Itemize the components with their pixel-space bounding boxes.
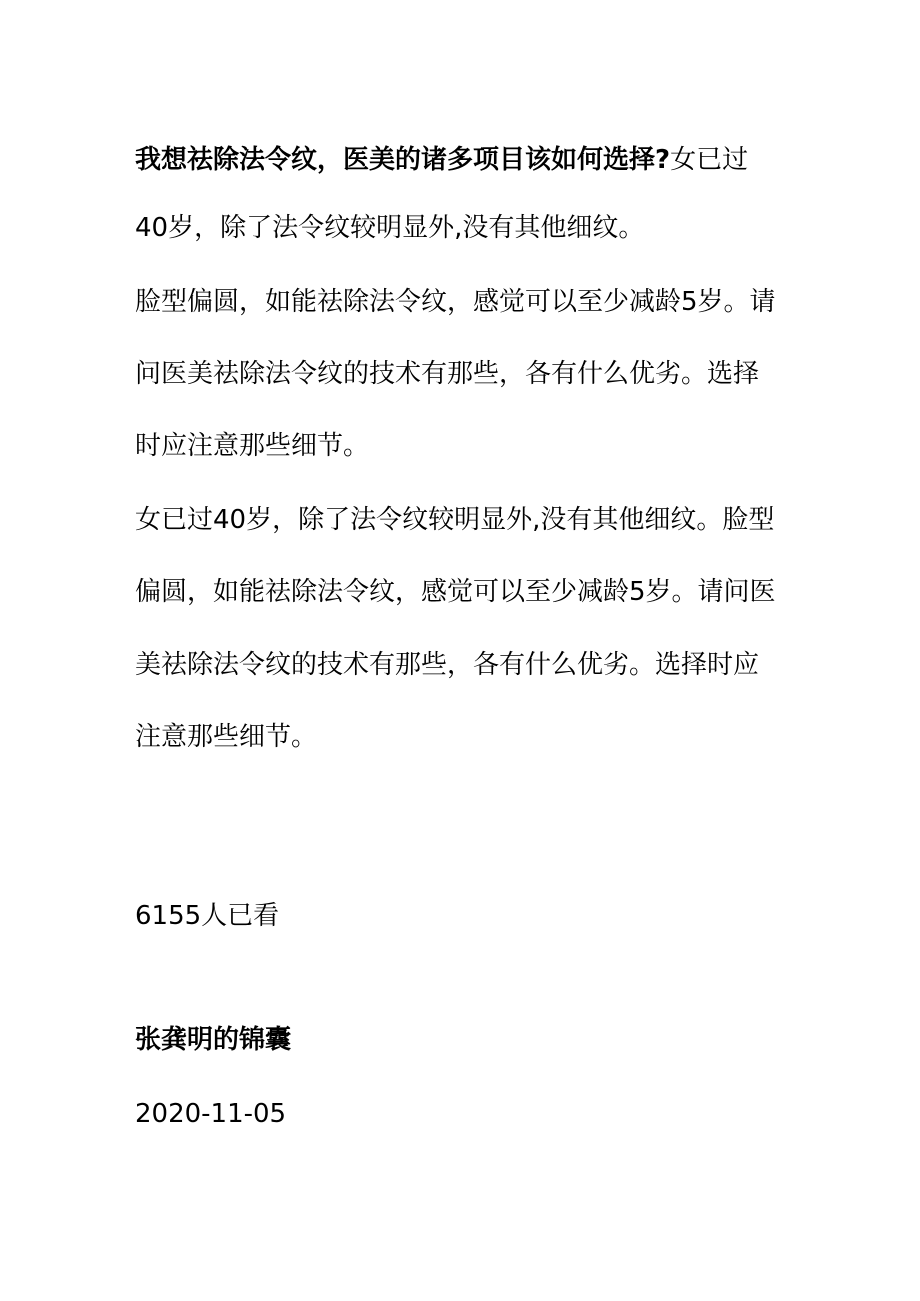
question-line-1-rest: 女已过: [670, 145, 749, 175]
intro-line-1: 脸型偏圆，如能祛除法令纹，感觉可以至少减龄5岁。请: [135, 287, 776, 317]
question-line-2: 40岁，除了法令纹较明显外,没有其他细纹。: [135, 213, 645, 243]
view-count: 6155人已看: [135, 901, 280, 931]
publish-date: 2020-11-05: [135, 1099, 287, 1129]
detail-line-1: 女已过40岁，除了法令纹较明显外,没有其他细纹。脸型: [135, 505, 775, 535]
question-title: 我想祛除法令纹，医美的诸多项目该如何选择?: [135, 145, 671, 175]
question-line-1: [135, 142, 748, 178]
author-name: 张龚明的锦囊: [135, 1025, 292, 1055]
detail-line-3: 美祛除法令纹的技术有那些，各有什么优劣。选择时应: [135, 650, 760, 680]
intro-line-3: 时应注意那些细节。: [135, 431, 370, 461]
detail-line-2: 偏圆，如能祛除法令纹，感觉可以至少减龄5岁。请问医: [135, 577, 776, 607]
detail-line-4: 注意那些细节。: [135, 722, 318, 752]
intro-line-2: 问医美祛除法令纹的技术有那些，各有什么优劣。选择: [135, 359, 760, 389]
